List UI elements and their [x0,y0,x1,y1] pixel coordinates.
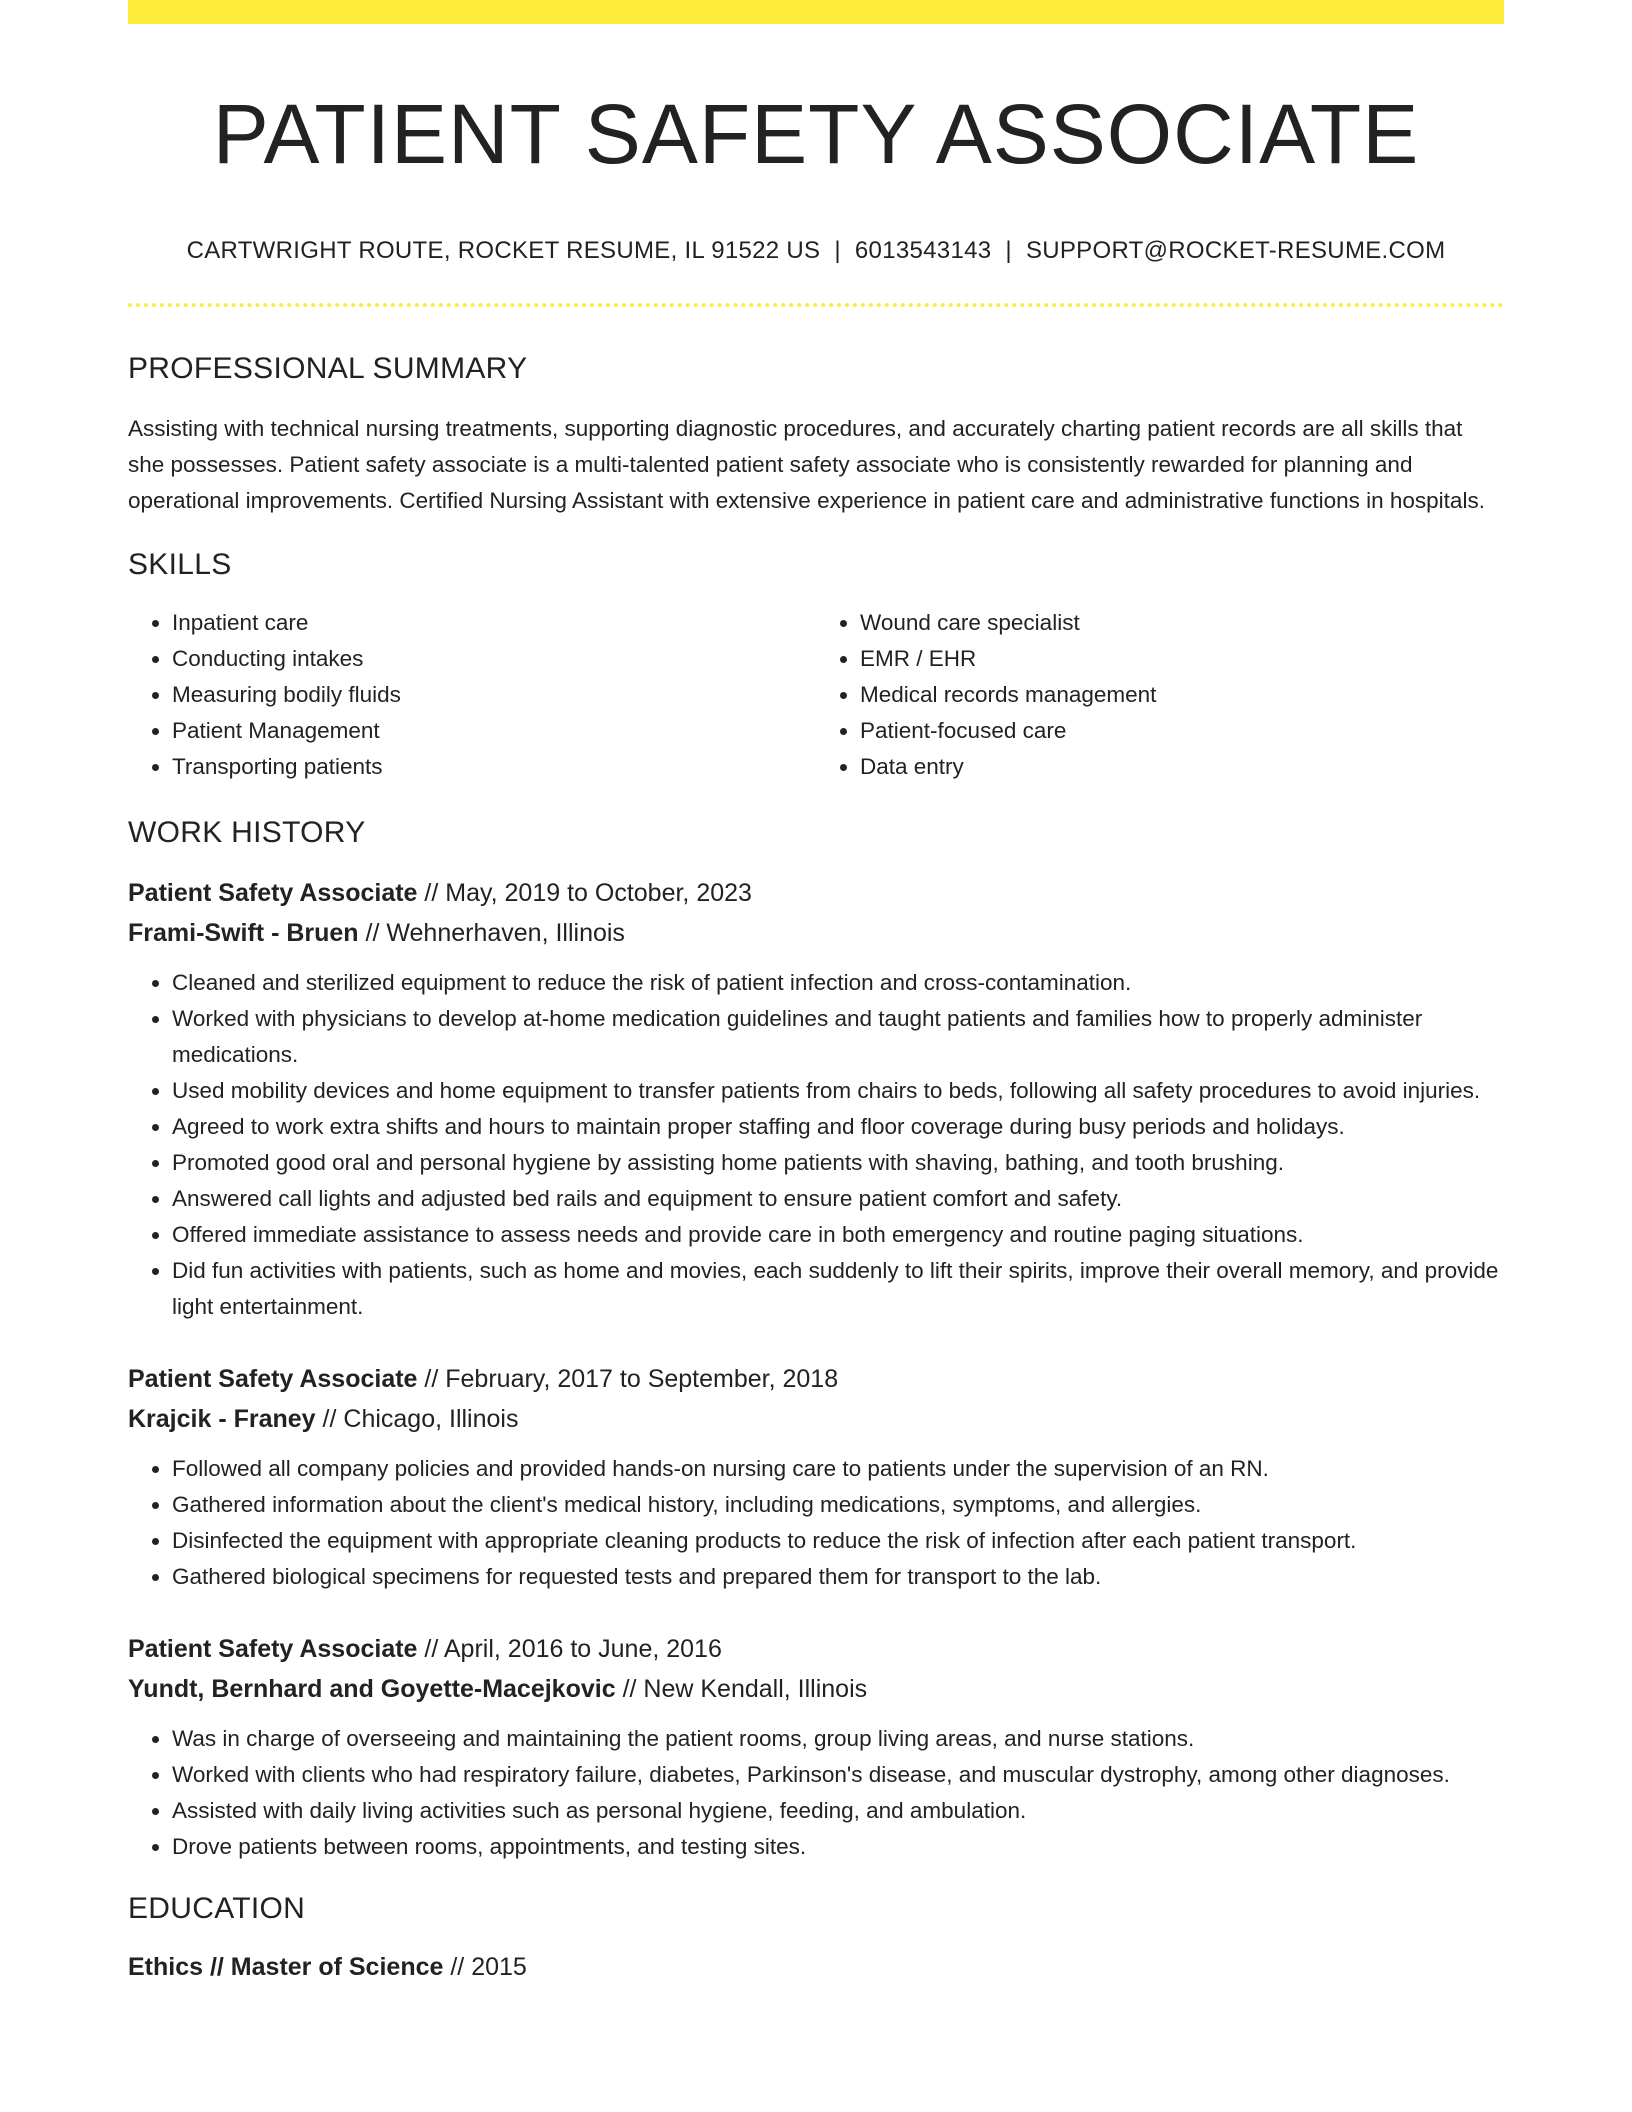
job-bullets [128,1721,1504,1865]
skill-item: • Patient-focused care [860,713,1504,749]
job-company-line [128,1669,1504,1709]
job-dates: // February, 2017 to September, 2018 [424,1364,839,1393]
phone: 6013543143 [854,236,992,264]
skill-item: • Medical records management [860,677,1504,713]
job-role: Patient Safety Associate [128,1634,418,1663]
education-heading: EDUCATION [128,1891,306,1925]
dotted-divider [128,303,1504,307]
email: SUPPORT@ROCKET-RESUME.COM [1025,236,1446,264]
skills-column-left [128,605,816,785]
accent-bar [128,0,1504,24]
contact-separator: | [1005,236,1012,264]
job-bullet: • Drove patients between rooms, appointments, and testing sites. [172,1829,1504,1865]
skill-item: • Wound care specialist [860,605,1504,641]
education-degree: Ethics // Master of Science [128,1952,444,1981]
resume-page [128,0,1504,1987]
job-bullet: • Did fun activities with patients, such as home and movies, each suddenly to lift their spirits, improve their overall memory, and provide light entertainment. [172,1253,1504,1325]
job-entry [128,873,1504,1325]
job-bullet: • Gathered biological specimens for requested tests and prepared them for transport to the lab. [172,1559,1504,1595]
contact-separator: | [834,236,841,264]
job-bullet: • Was in charge of overseeing and maintaining the patient rooms, group living areas, and nurse stations. [172,1721,1504,1757]
job-role: Patient Safety Associate [128,1364,418,1393]
job-bullet: • Worked with clients who had respiratory failure, diabetes, Parkinson's disease, and muscular dystrophy, among other diagnoses. [172,1757,1504,1793]
job-location: // New Kendall, Illinois [622,1674,868,1703]
job-location: // Chicago, Illinois [322,1404,519,1433]
job-role-line [128,1359,1504,1399]
job-company: Krajcik - Franey [128,1404,316,1433]
skill-item: • Conducting intakes [172,641,816,677]
job-bullets [128,965,1504,1325]
resume-title: PATIENT SAFETY ASSOCIATE [212,87,1420,181]
job-bullet: • Answered call lights and adjusted bed rails and equipment to ensure patient comfort and safety. [172,1181,1504,1217]
job-bullets [128,1451,1504,1595]
job-bullet: • Used mobility devices and home equipment to transfer patients from chairs to beds, following all safety procedures to avoid injuries. [172,1073,1504,1109]
skill-item: • EMR / EHR [860,641,1504,677]
address: CARTWRIGHT ROUTE, ROCKET RESUME, IL 91522 US [186,236,821,264]
job-role-line [128,873,1504,913]
skills-list [128,605,1504,785]
contact-line [128,237,1504,265]
skills-heading: SKILLS [128,547,232,581]
job-dates: // April, 2016 to June, 2016 [424,1634,722,1663]
job-role-line [128,1629,1504,1669]
job-location: // Wehnerhaven, Illinois [365,918,625,947]
job-bullet: • Disinfected the equipment with appropriate cleaning products to reduce the risk of infection after each patient transport. [172,1523,1504,1559]
job-company-line [128,913,1504,953]
job-dates: // May, 2019 to October, 2023 [424,878,752,907]
job-bullet: • Assisted with daily living activities such as personal hygiene, feeding, and ambulation. [172,1793,1504,1829]
job-role: Patient Safety Associate [128,878,418,907]
skill-item: • Patient Management [172,713,816,749]
skill-item: • Transporting patients [172,749,816,785]
job-bullet: • Gathered information about the client's medical history, including medications, symptoms, and allergies. [172,1487,1504,1523]
skill-item: • Measuring bodily fluids [172,677,816,713]
skill-item: • Inpatient care [172,605,816,641]
skills-column-right [816,605,1504,785]
job-entry [128,1359,1504,1595]
work-history-heading: WORK HISTORY [128,815,366,849]
job-entry [128,1629,1504,1865]
job-company: Frami-Swift - Bruen [128,918,359,947]
job-company: Yundt, Bernhard and Goyette-Macejkovic [128,1674,616,1703]
education-year: // 2015 [450,1952,527,1981]
job-bullet: • Worked with physicians to develop at-home medication guidelines and taught patients and families how to properly administer medications. [172,1001,1504,1073]
summary-heading: PROFESSIONAL SUMMARY [128,351,528,385]
job-bullet: • Agreed to work extra shifts and hours to maintain proper staffing and floor coverage during busy periods and holidays. [172,1109,1504,1145]
skill-item: • Data entry [860,749,1504,785]
job-bullet: • Followed all company policies and provided hands-on nursing care to patients under the supervision of an RN. [172,1451,1504,1487]
job-company-line [128,1399,1504,1439]
job-bullet: • Offered immediate assistance to assess needs and provide care in both emergency and routine paging situations. [172,1217,1504,1253]
education-entry [128,1947,1504,1987]
summary-text: Assisting with technical nursing treatments, supporting diagnostic procedures, and accurately charting patient records are all skills that she possesses. Patient safety associate is a multi-talented patient safety associate who is consistently rewarded for planning and operational improvements. Certified Nursing Assistant with extensive experience in patient care and administrative functions in hospitals. [128,415,1485,513]
job-bullet: • Cleaned and sterilized equipment to reduce the risk of patient infection and cross-contamination. [172,965,1504,1001]
job-bullet: • Promoted good oral and personal hygiene by assisting home patients with shaving, bathing, and tooth brushing. [172,1145,1504,1181]
